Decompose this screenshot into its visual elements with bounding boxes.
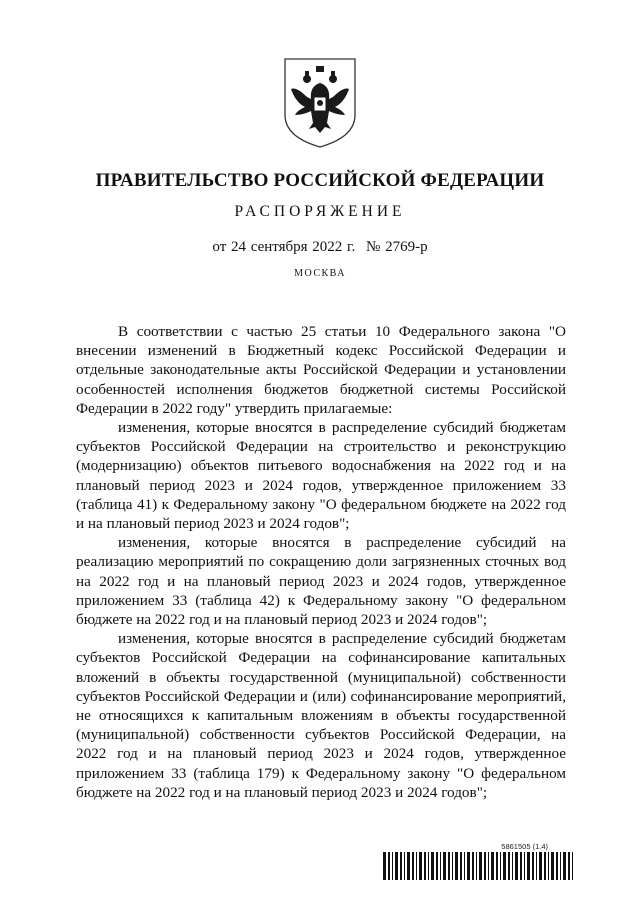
city-name: МОСКВА xyxy=(294,268,346,279)
document-number: № 2769-р xyxy=(366,239,428,255)
body-paragraph: В соответствии с частью 25 статьи 10 Федерального закона "О внесении изменений в Бюджетный кодекс Российской Федерации и отдельные законодательные акты Российской Федерации и установлении особенностей исполнения бюджетов бюджетной системы Российской Федерации в 2022 году" утвердить прилагаемые: xyxy=(76,323,566,417)
coat-of-arms-icon xyxy=(283,57,357,149)
body-paragraph: изменения, которые вносятся в распределение субсидий бюджетам субъектов Российской Федерации на строительство и реконструкцию (модернизацию) объектов питьевого водоснабжения на 2022 год и на плановый период 2023 и 2024 годов, утвержденное приложением 33 (таблица 41) к Федеральному закону "О федеральном бюджете на 2022 год и на плановый период 2023 и 2024 годов"; xyxy=(76,419,566,533)
document-body xyxy=(76,322,566,802)
document-type: РАСПОРЯЖЕНИЕ xyxy=(234,203,406,220)
government-title: ПРАВИТЕЛЬСТВО РОССИЙСКОЙ ФЕДЕРАЦИИ xyxy=(95,170,545,191)
barcode-icon xyxy=(383,852,576,880)
document-date-line xyxy=(0,239,640,256)
body-paragraph: изменения, которые вносятся в распределение субсидий бюджетам субъектов Российской Федерации на софинансирование капитальных вложений в объекты государственной (муниципальной) собственности субъектов Российской Федерации и (или) софинансирование мероприятий, не относящихся к капитальным вложениям в объекты государственной (муниципальной) собственности субъектов Российской Федерации, на 2022 год и на плановый период 2023 и 2024 годов, утвержденное приложением 33 (таблица 179) к Федеральному закону "О федеральном бюджете на 2022 год и на плановый период 2023 и 2024 годов"; xyxy=(76,630,566,801)
barcode-block xyxy=(383,842,576,880)
document-date: от 24 сентября 2022 г. xyxy=(212,239,356,255)
body-paragraph: изменения, которые вносятся в распределение субсидий на реализацию мероприятий по сокращению доли загрязненных сточных вод на 2022 год и на плановый период 2023 и 2024 годов, утвержденное приложением 33 (таблица 42) к Федеральному закону "О федеральном бюджете на 2022 год и на плановый период 2023 и 2024 годов"; xyxy=(76,534,566,629)
barcode-label: 5861505 (1.4) xyxy=(501,842,548,851)
